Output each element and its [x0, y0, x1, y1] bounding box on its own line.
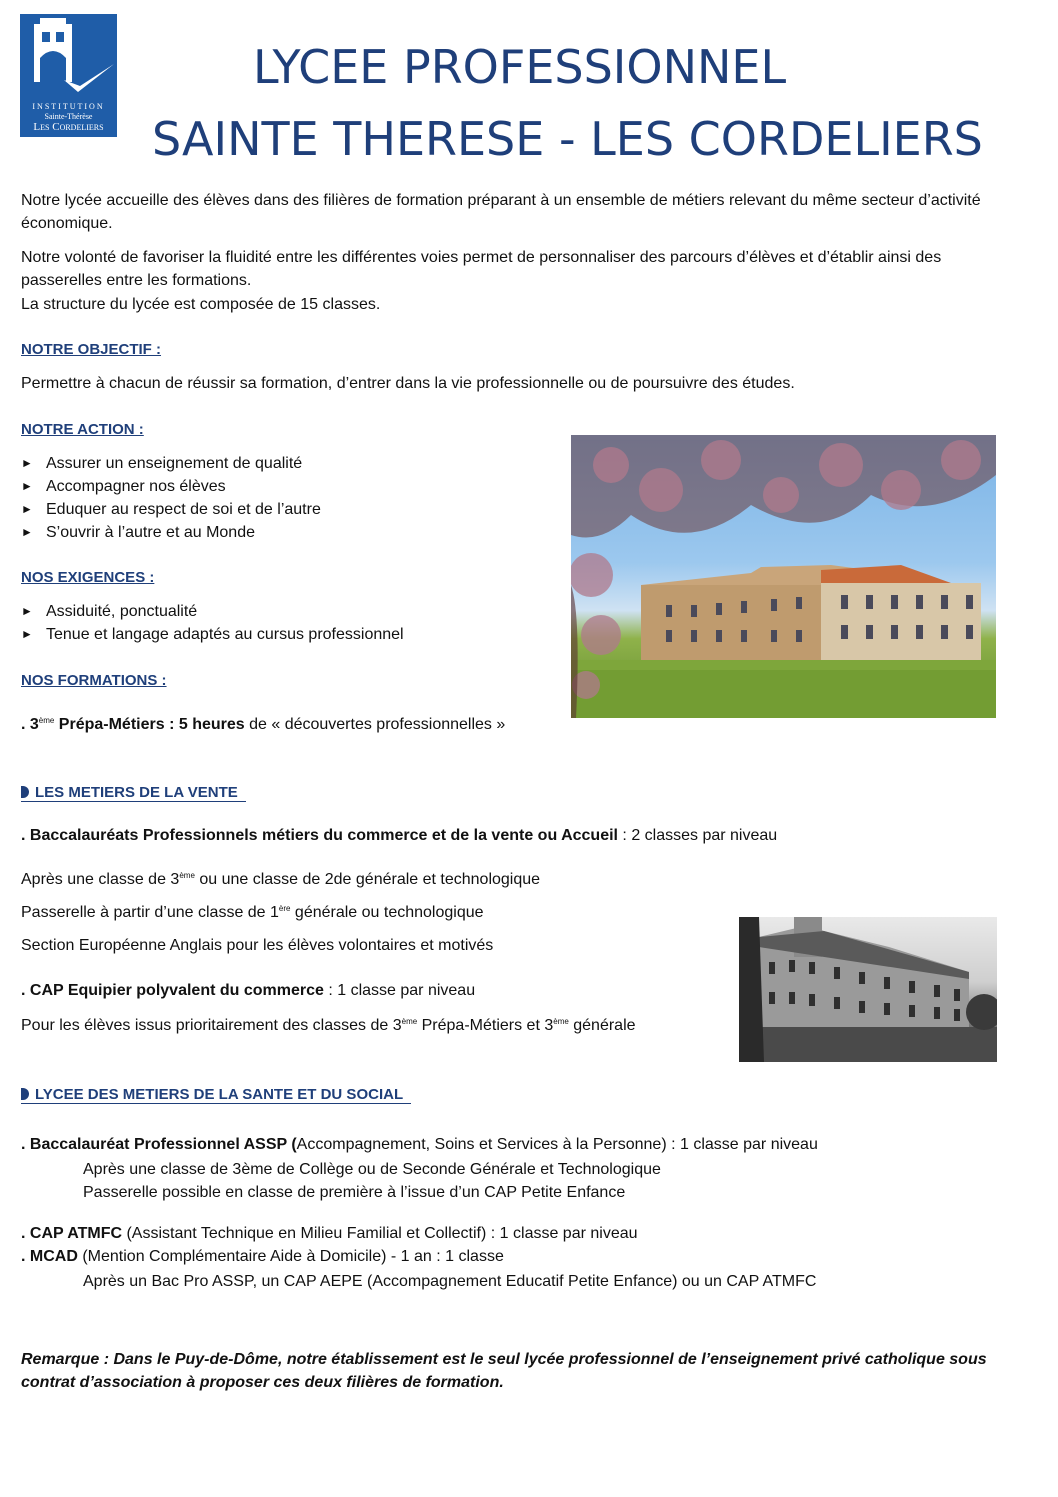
- remarque-note: Remarque : Dans le Puy-de-Dôme, notre établissement est le seul lycée professionnel de l’enseignement privé catholique sous contrat d’association à proposer ces deux filières de formation.: [21, 1351, 987, 1391]
- assp-detail-2: Passerelle possible en classe de première à l’issue d’un CAP Petite Enfance: [83, 1184, 626, 1201]
- title-line-1: LYCEE PROFESSIONNEL: [253, 40, 787, 94]
- arrow-right-icon: ►: [21, 479, 33, 493]
- intro-paragraph-1: Notre lycée accueille des élèves dans des filières de formation préparant à un ensemble de métiers relevant du même secteur d’activité économique.: [21, 192, 981, 232]
- arrow-right-icon: ►: [21, 627, 33, 641]
- arrow-right-icon: ►: [21, 456, 33, 470]
- intro-paragraph-3: La structure du lycée est composée de 15 classes.: [21, 296, 381, 313]
- formations-heading: NOS FORMATIONS :: [21, 672, 167, 689]
- arrow-right-icon: ►: [21, 525, 33, 539]
- title-line-2: SAINTE THERESE - LES CORDELIERS: [152, 112, 983, 166]
- action-list: [21, 452, 321, 544]
- exigences-heading: NOS EXIGENCES :: [21, 569, 155, 586]
- mcad-detail-1: Après un Bac Pro ASSP, un CAP AEPE (Accompagnement Educatif Petite Enfance) ou un CAP ATMFC: [83, 1273, 817, 1290]
- sante-section-heading: LYCEE DES METIERS DE LA SANTE ET DU SOCIAL: [21, 1086, 411, 1104]
- logo-emblem: [20, 14, 117, 104]
- list-item: ► Eduquer au respect de soi et de l’autre: [21, 498, 321, 521]
- prepa-metiers-line: . 3ème Prépa-Métiers : 5 heures de « découvertes professionnelles »: [21, 716, 506, 733]
- logo-line-3: Les Cordeliers: [33, 121, 104, 133]
- arrow-right-icon: ►: [21, 502, 33, 516]
- cap-commerce-line: . CAP Equipier polyvalent du commerce : 1 classe par niveau: [21, 982, 476, 999]
- cap-atmfc-line: . CAP ATMFC (Assistant Technique en Milieu Familial et Collectif) : 1 classe par niveau: [21, 1225, 638, 1242]
- mcad-line: . MCAD (Mention Complémentaire Aide à Domicile) - 1 an : 1 classe: [21, 1248, 504, 1265]
- school-photo-color: [571, 435, 996, 718]
- eleves-issus-line: Pour les élèves issus prioritairement des classes de 3ème Prépa-Métiers et 3ème générale: [21, 1017, 636, 1034]
- list-item: ► Assiduité, ponctualité: [21, 600, 404, 623]
- half-circle-icon: [21, 786, 29, 798]
- list-item: ► Tenue et langage adaptés au cursus professionnel: [21, 623, 404, 646]
- exigences-list: [21, 600, 404, 646]
- list-item: ► Assurer un enseignement de qualité: [21, 452, 321, 475]
- bac-vente-line: . Baccalauréats Professionnels métiers du commerce et de la vente ou Accueil : 2 classes par niveau: [21, 827, 778, 844]
- list-item: ► S’ouvrir à l’autre et au Monde: [21, 521, 321, 544]
- logo-line-2: Sainte-Thérèse: [44, 112, 93, 121]
- passerelle-line: Passerelle à partir d’une classe de 1ère générale ou technologique: [21, 904, 484, 921]
- bac-assp-line: . Baccalauréat Professionnel ASSP (Accompagnement, Soins et Services à la Personne) : 1 classe par niveau: [21, 1136, 818, 1153]
- assp-detail-1: Après une classe de 3ème de Collège ou de Seconde Générale et Technologique: [83, 1161, 661, 1178]
- objectif-heading: NOTRE OBJECTIF :: [21, 341, 162, 358]
- section-europeenne-line: Section Européenne Anglais pour les élèves volontaires et motivés: [21, 937, 494, 954]
- school-photo-bw: [739, 917, 997, 1062]
- intro-paragraph-2: Notre volonté de favoriser la fluidité entre les différentes voies permet de personnaliser des parcours d’élèves et d’établir ainsi des passerelles entre les formations.: [21, 249, 942, 289]
- objectif-text: Permettre à chacun de réussir sa formation, d’entrer dans la vie professionnelle ou de poursuivre des études.: [21, 375, 795, 392]
- arrow-right-icon: ►: [21, 604, 33, 618]
- half-circle-icon: [21, 1088, 29, 1100]
- apres-3eme-line: Après une classe de 3ème ou une classe de 2de générale et technologique: [21, 871, 541, 888]
- vente-section-heading: LES METIERS DE LA VENTE: [21, 784, 246, 802]
- logo-line-1: INSTITUTION: [32, 102, 105, 111]
- action-heading: NOTRE ACTION :: [21, 421, 144, 438]
- list-item: ► Accompagner nos élèves: [21, 475, 321, 498]
- logo: [20, 14, 117, 137]
